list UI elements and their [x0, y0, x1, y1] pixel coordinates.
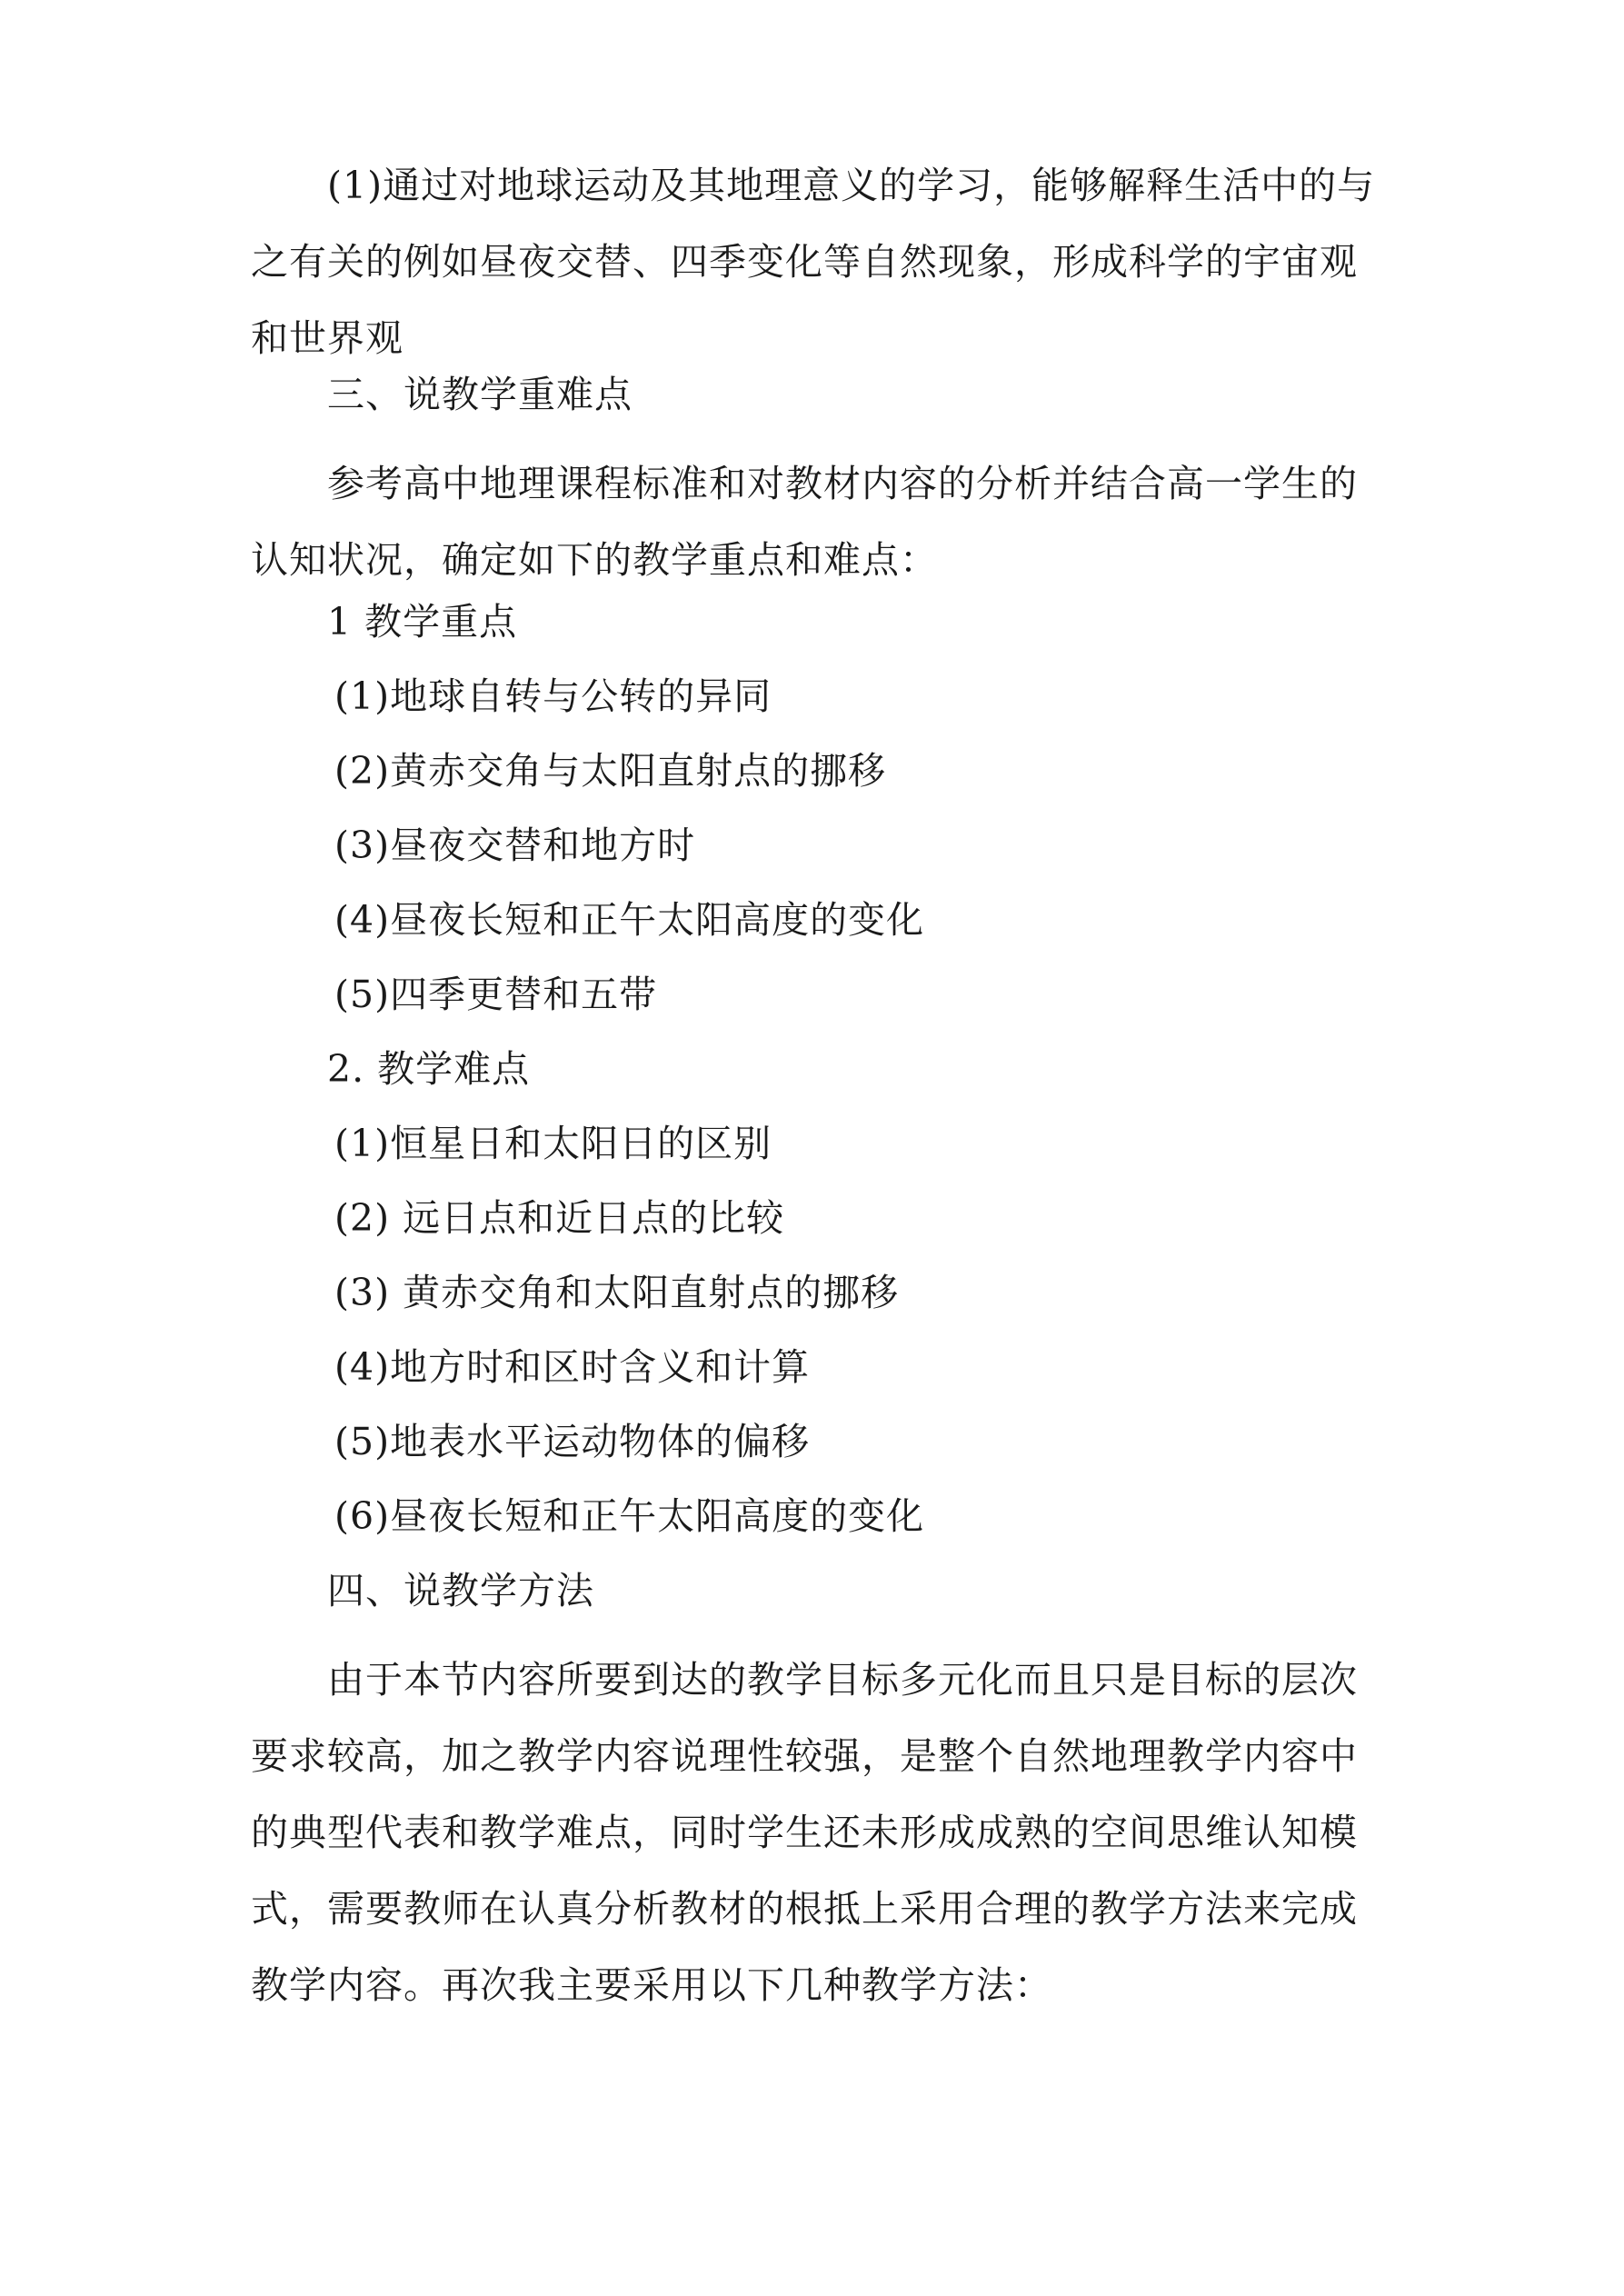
list-item: (2) 远日点和近日点的比较 [334, 1196, 785, 1240]
list-item: (5)地表水平运动物体的偏移 [334, 1420, 811, 1463]
list-item: (3)昼夜交替和地方时 [334, 824, 696, 867]
list-item: (5)四季更替和五带 [334, 973, 658, 1016]
section-heading-4: 四、说教学方法 [327, 1569, 594, 1612]
section-heading-3: 三、说教学重难点 [327, 373, 633, 416]
list-item: (6)昼夜长短和正午太阳高度的变化 [334, 1494, 925, 1538]
list-item: (4)昼夜长短和正午太阳高度的变化 [334, 898, 925, 942]
intro-paragraph: 参考高中地理课程标准和对教材内容的分析并结合高一学生的认知状况，确定如下的教学重点和难点： [251, 462, 1358, 582]
goal-paragraph: (1)通过对地球运动及其地理意义的学习，能够解释生活中的与之有关的例如昼夜交替、四季变化等自然现象，形成科学的宇宙观和世界观 [251, 164, 1376, 360]
list-item: (3) 黄赤交角和太阳直射点的挪移 [334, 1271, 900, 1314]
subheading-key-points: 1 教学重点 [327, 600, 518, 644]
list-item: (1)地球自转与公转的异同 [334, 674, 772, 718]
list-item: (2)黄赤交角与太阳直射点的挪移 [334, 749, 887, 793]
list-item: (1)恒星日和太阳日的区别 [334, 1122, 772, 1165]
method-paragraph: 由于本节内容所要到达的教学目标多元化而且只是目标的层次要求较高，加之教学内容说理性较强，是整个自然地理教学内容中的典型代表和教学难点，同时学生还未形成成熟的空间思维认知模式，需要教师在认真分析教材的根抵上采用合理的教学方法来完成教学内容。再次我主要采用以下几种教学方法： [251, 1658, 1358, 2007]
list-item: (4)地方时和区时含义和计算 [334, 1345, 811, 1389]
subheading-difficult-points: 2. 教学难点 [327, 1047, 531, 1091]
